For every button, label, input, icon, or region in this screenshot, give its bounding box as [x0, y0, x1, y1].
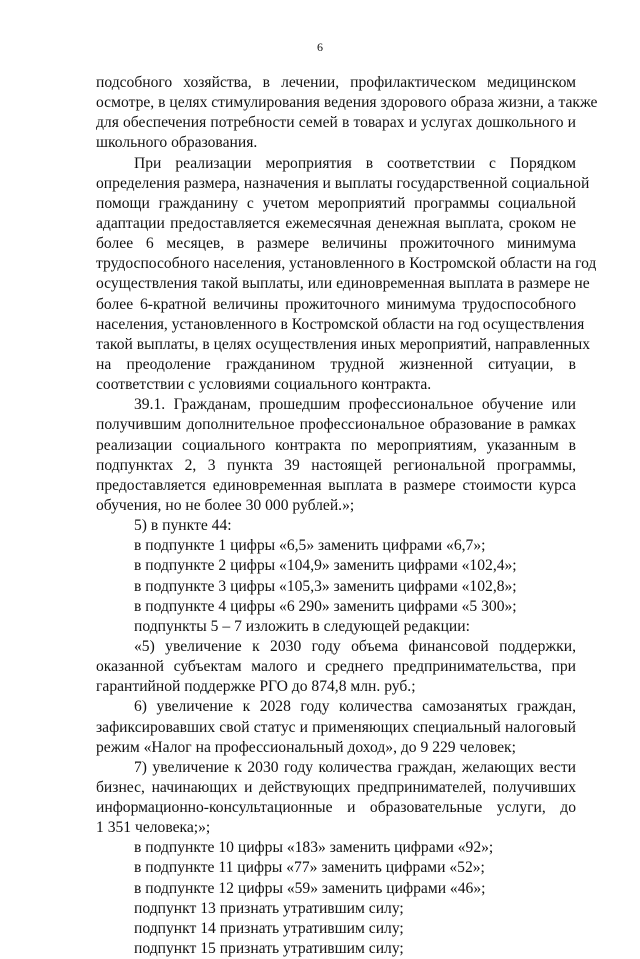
- text-line: более 6 месяцев, в размере величины прожиточного минимума: [96, 235, 576, 253]
- text-line: в подпункте 11 цифры «77» заменить цифрами «52»;: [134, 859, 485, 877]
- text-line: получившим дополнительное профессиональное образование в рамках: [96, 416, 576, 434]
- text-line: в подпункте 4 цифры «6 290» заменить цифрами «5 300»;: [134, 597, 517, 615]
- text-line: 5) в пункте 44:: [134, 517, 232, 535]
- text-line: для обеспечения потребности семей в товарах и услугах дошкольного и: [96, 114, 576, 132]
- text-line: реализации социального контракта по мероприятиям, указанным в: [96, 436, 576, 454]
- text-line: 6) увеличение к 2028 году количества самозанятых граждан,: [134, 698, 576, 716]
- text-line: предоставляется единовременная выплата в размере стоимости курса: [96, 476, 576, 494]
- text-line: населения, установленного в Костромской области на год осуществления: [96, 315, 585, 333]
- text-line: гарантийной поддержке РГО до 874,8 млн. руб.;: [96, 678, 416, 696]
- text-line: зафиксировавших свой статус и применяющих специальный налоговый: [96, 718, 576, 736]
- text-line: подпункт 13 признать утратившим силу;: [134, 899, 404, 917]
- text-line: При реализации мероприятия в соответствии с Порядком: [134, 154, 576, 172]
- text-line: «5) увеличение к 2030 году объема финансовой поддержки,: [134, 637, 576, 655]
- text-line: в подпункте 3 цифры «105,3» заменить цифрами «102,8»;: [134, 577, 517, 595]
- text-line: 7) увеличение к 2030 году количества граждан, желающих вести: [134, 758, 576, 776]
- text-line: подпункты 5 – 7 изложить в следующей редакции:: [134, 617, 470, 635]
- text-line: осуществления такой выплаты, или единовременная выплата в размере не: [96, 275, 590, 293]
- text-line: соответствии с условиями социального контракта.: [96, 376, 432, 394]
- text-line: подсобного хозяйства, в лечении, профилактическом медицинском: [96, 74, 576, 91]
- text-line: определения размера, назначения и выплаты государственной социальной: [96, 174, 590, 192]
- text-line: бизнес, начинающих и действующих предпринимателей, получивших: [96, 778, 576, 796]
- text-line: трудоспособного населения, установленного в Костромской области на год: [96, 255, 597, 273]
- text-line: обучения, но не более 30 000 рублей.»;: [96, 496, 355, 514]
- text-line: 39.1. Гражданам, прошедшим профессиональное обучение или: [134, 396, 576, 414]
- text-line: на преодоление гражданином трудной жизненной ситуации, в: [96, 355, 576, 373]
- text-line: более 6-кратной величины прожиточного минимума трудоспособного: [96, 295, 576, 313]
- text-line: режим «Налог на профессиональный доход», до 9 229 человек;: [96, 738, 516, 756]
- document-body: [96, 73, 598, 959]
- text-line: осмотре, в целях стимулирования ведения здорового образа жизни, а также: [96, 94, 598, 112]
- text-line: подпункт 15 признать утратившим силу;: [134, 940, 404, 958]
- text-line: в подпункте 2 цифры «104,9» заменить цифрами «102,4»;: [134, 557, 517, 575]
- text-line: подпунктах 2, 3 пункта 39 настоящей региональной программы,: [96, 456, 576, 474]
- text-line: 1 351 человека;»;: [96, 819, 211, 837]
- text-line: адаптации предоставляется ежемесячная денежная выплата, сроком не: [96, 214, 576, 232]
- text-line: оказанной субъектам малого и среднего предпринимательства, при: [96, 658, 576, 676]
- text-line: в подпункте 1 цифры «6,5» заменить цифрами «6,7»;: [134, 537, 486, 555]
- text-line: такой выплаты, в целях осуществления иных мероприятий, направленных: [96, 335, 591, 353]
- page-number: 6: [317, 40, 323, 54]
- text-line: подпункт 14 признать утратившим силу;: [134, 919, 404, 937]
- text-line: в подпункте 10 цифры «183» заменить цифрами «92»;: [134, 839, 494, 857]
- text-line: в подпункте 12 цифры «59» заменить цифрами «46»;: [134, 879, 486, 897]
- text-line: школьного образования.: [96, 134, 258, 152]
- text-line: помощи гражданину с учетом мероприятий программы социальной: [96, 194, 576, 212]
- text-line: информационно-консультационные и образовательные услуги, до: [96, 799, 576, 817]
